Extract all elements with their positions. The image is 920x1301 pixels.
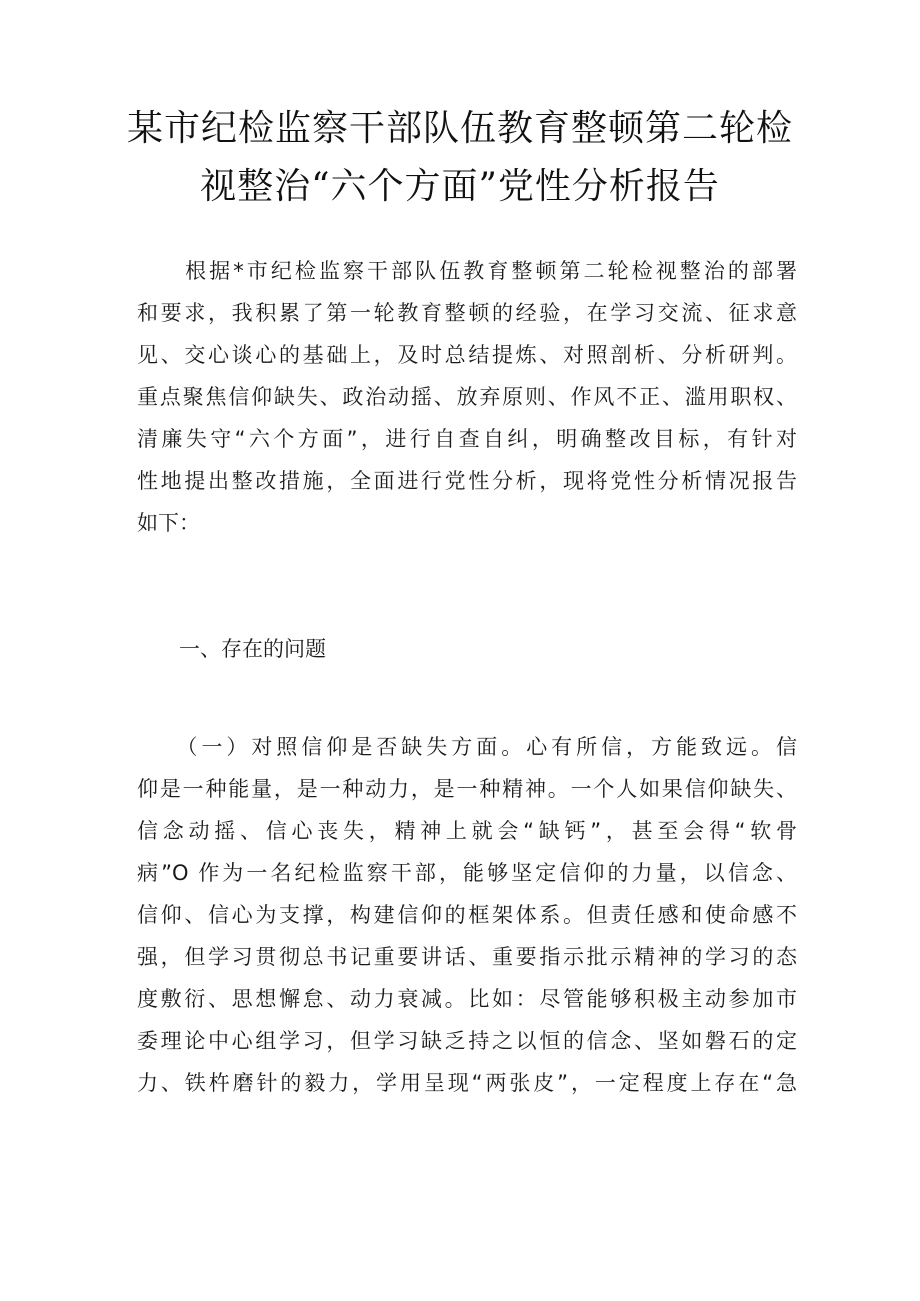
paragraph-line: 度敷衍、思想懈怠、动力衰减。比如：尽管能够积极主动参加市: [137, 987, 797, 1011]
paragraph-line: 清廉失守“六个方面”，进行自查自纠，明确整改目标，有针对: [137, 427, 797, 451]
section-heading: [137, 628, 797, 670]
paragraph-line: 性地提出整改措施，全面进行党性分析，现将党性分析情况报告: [137, 469, 797, 493]
paragraph-line: 强，但学习贯彻总书记重要讲话、重要指示批示精神的学习的态: [137, 945, 797, 969]
section-paragraph: [137, 726, 797, 1104]
paragraph-line: 病”O 作为一名纪检监察干部，能够坚定信仰的力量，以信念、: [137, 861, 797, 885]
paragraph-line: 信念动摇、信心丧失，精神上就会“缺钙”，甚至会得“软骨: [137, 819, 797, 843]
paragraph-line: （一）对照信仰是否缺失方面。心有所信，方能致远。信: [137, 735, 797, 759]
paragraph-line: 信仰、信心为支撑，构建信仰的框架体系。但责任感和使命感不: [137, 903, 797, 927]
document-title: [100, 100, 820, 216]
paragraph-line: 和要求，我积累了第一轮教育整顿的经验，在学习交流、征求意: [137, 301, 797, 325]
paragraph-line: 重点聚焦信仰缺失、政治动摇、放弃原则、作风不正、滥用职权、: [137, 385, 797, 409]
title-line-1: 某市纪检监察干部队伍教育整顿第二轮检: [126, 108, 793, 149]
paragraph-line: 见、交心谈心的基础上，及时总结提炼、对照剖析、分析研判。: [137, 343, 797, 367]
paragraph-line: 力、铁杵磨针的毅力，学用呈现“两张皮”，一定程度上存在“急: [137, 1071, 797, 1095]
section-heading-text: 一、存在的问题: [137, 637, 326, 661]
paragraph-line: 如下：: [137, 511, 200, 535]
intro-paragraph: [137, 250, 797, 544]
paragraph-line: 仰是一种能量，是一种动力，是一种精神。一个人如果信仰缺失、: [137, 777, 797, 801]
paragraph-line: 根据*市纪检监察干部队伍教育整顿第二轮检视整治的部署: [137, 259, 797, 283]
title-line-2: 视整治“六个方面”党性分析报告: [200, 166, 720, 207]
paragraph-line: 委理论中心组学习，但学习缺乏持之以恒的信念、坚如磐石的定: [137, 1029, 797, 1053]
